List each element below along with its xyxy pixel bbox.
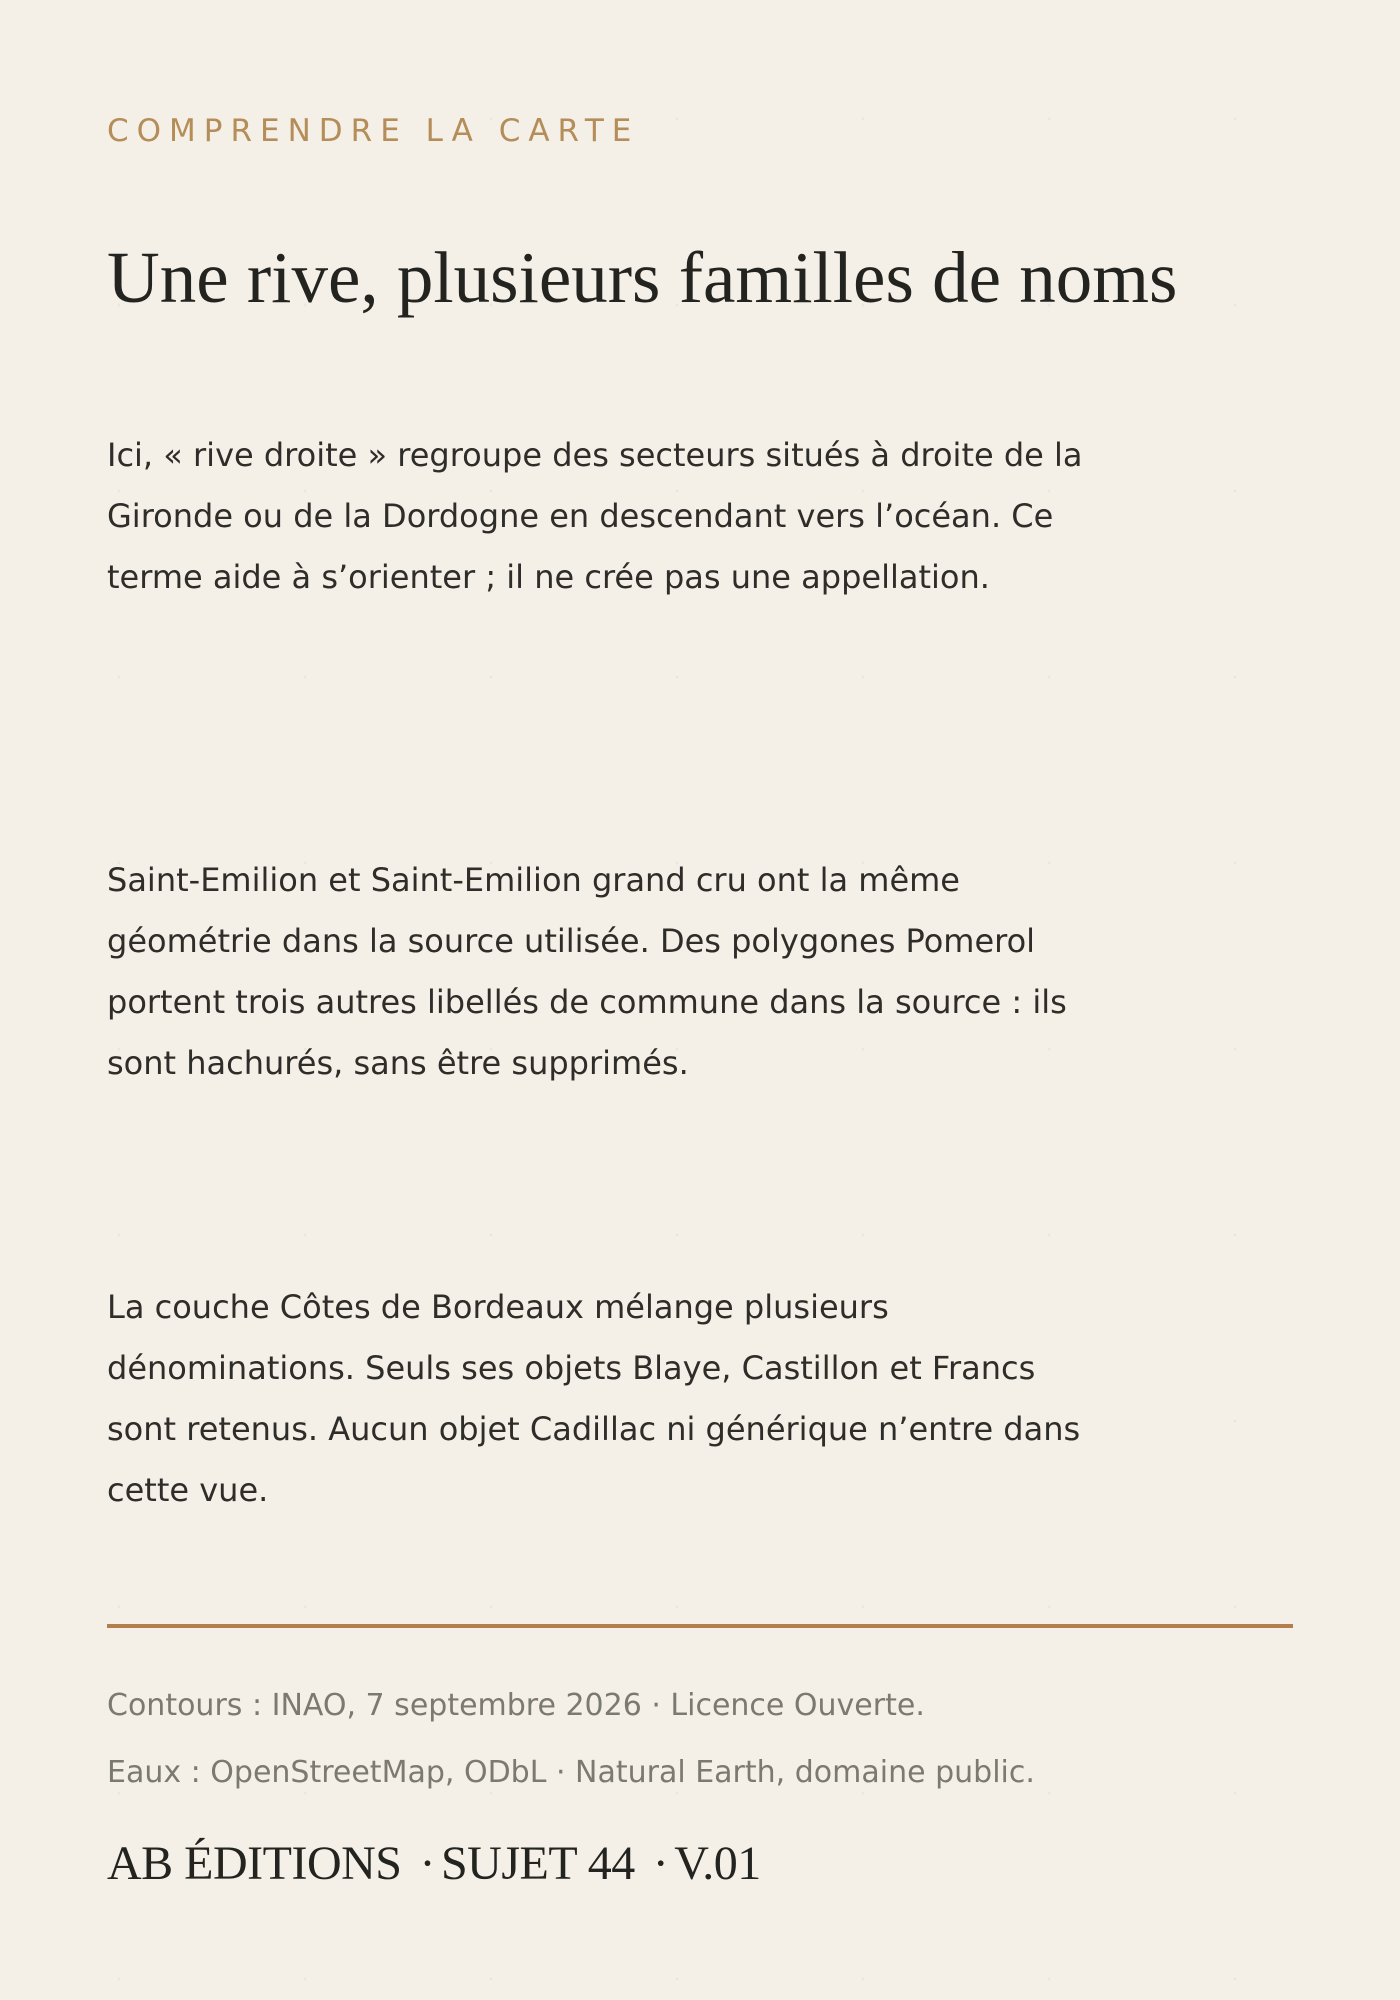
source-contours: Contours : INAO, 7 septembre 2026 · Licence Ouverte. — [107, 1688, 925, 1723]
paragraph-rive-droite: Ici, « rive droite » regroupe des secteurs situés à droite de la Gironde ou de la Dordogne en descendant vers l’océan. Ce terme aide à s’orienter ; il ne crée pas une appellation. — [107, 436, 1083, 596]
imprint-separator: · — [419, 1837, 435, 1890]
imprint-separator: · — [652, 1837, 669, 1890]
imprint-subject: SUJET 44 — [440, 1837, 635, 1890]
imprint — [107, 1836, 761, 1891]
footer-divider — [107, 1624, 1293, 1628]
page-title: Une rive, plusieurs familles de noms — [107, 237, 1178, 318]
imprint-publisher: AB ÉDITIONS — [107, 1837, 402, 1890]
paragraph-saint-emilion: Saint-Emilion et Saint-Emilion grand cru ont la même géométrie dans la source utilisée. Des polygones Pomerol portent trois autres libellés de commune dans la source : ils sont hachurés, sans être supprimés. — [107, 861, 1067, 1082]
paragraph-cotes-de-bordeaux: La couche Côtes de Bordeaux mélange plusieurs dénominations. Seuls ses objets Blaye, Castillon et Francs sont retenus. Aucun objet Cadillac ni générique n’entre dans cette vue. — [107, 1288, 1081, 1509]
imprint-version: V.01 — [674, 1837, 761, 1890]
section-eyebrow: COMPRENDRE LA CARTE — [107, 113, 640, 149]
source-eaux: Eaux : OpenStreetMap, ODbL · Natural Earth, domaine public. — [107, 1755, 1035, 1790]
page — [107, 0, 1293, 2000]
